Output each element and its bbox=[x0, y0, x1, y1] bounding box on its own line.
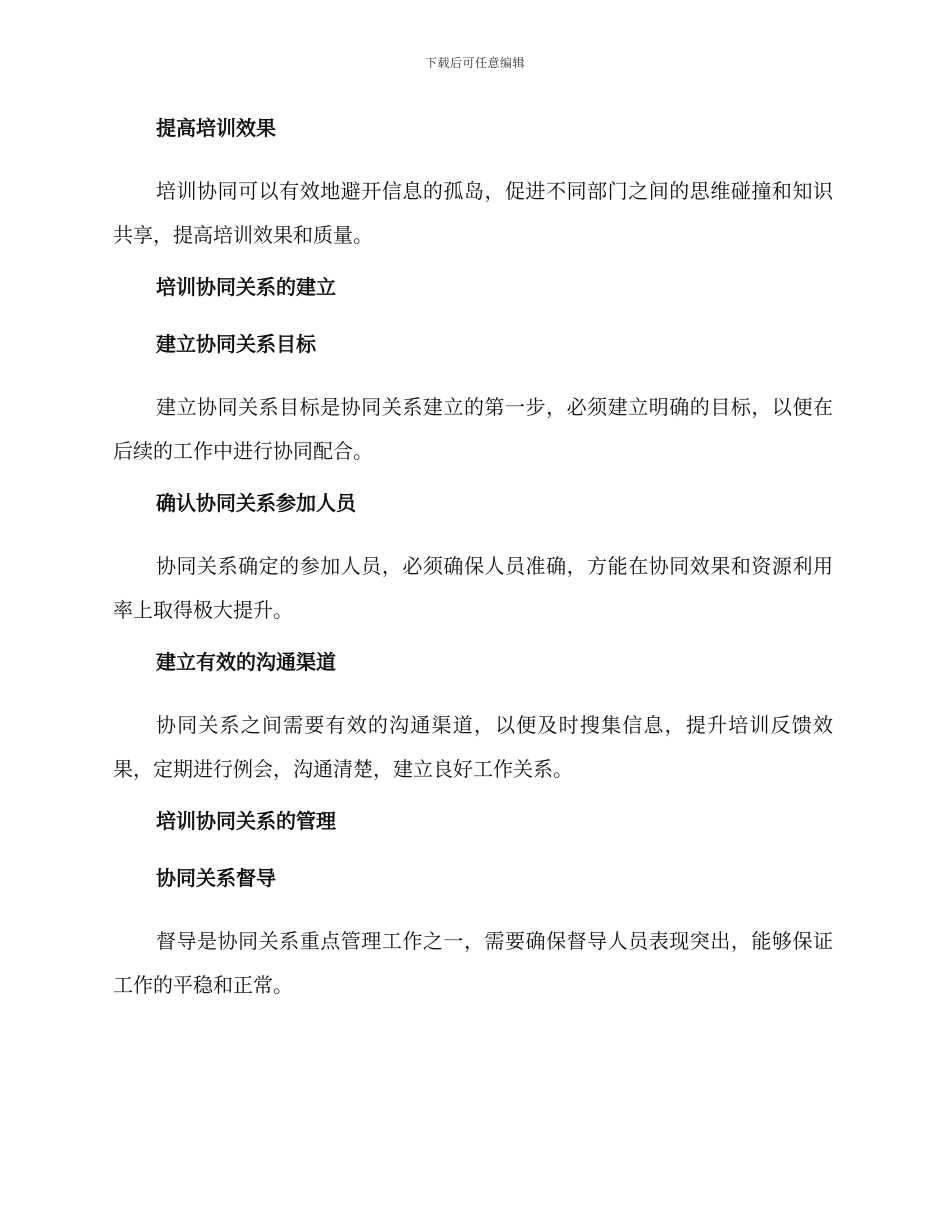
body-paragraph: 培训协同可以有效地避开信息的孤岛，促进不同部门之间的思维碰撞和知识共享，提高培训效果和质量。 bbox=[113, 179, 833, 247]
subsection-heading: 建立协同关系目标 bbox=[156, 332, 316, 356]
subsection-heading: 建立有效的沟通渠道 bbox=[156, 650, 336, 674]
body-paragraph: 建立协同关系目标是协同关系建立的第一步，必须建立明确的目标，以便在后续的工作中进行协同配合。 bbox=[113, 395, 833, 463]
section-heading: 提高培训效果 bbox=[156, 116, 276, 140]
body-paragraph: 协同关系确定的参加人员，必须确保人员准确，方能在协同效果和资源利用率上取得极大提升。 bbox=[113, 554, 833, 622]
body-paragraph: 协同关系之间需要有效的沟通渠道，以便及时搜集信息，提升培训反馈效果，定期进行例会，沟通清楚，建立良好工作关系。 bbox=[113, 713, 833, 781]
section-heading: 培训协同关系的管理 bbox=[156, 809, 336, 833]
subsection-heading: 协同关系督导 bbox=[156, 866, 276, 890]
page-header: 下载后可任意编辑 bbox=[424, 56, 525, 70]
body-paragraph: 督导是协同关系重点管理工作之一，需要确保督导人员表现突出，能够保证工作的平稳和正常。 bbox=[113, 929, 833, 997]
subsection-heading: 确认协同关系参加人员 bbox=[156, 491, 356, 515]
section-heading: 培训协同关系的建立 bbox=[156, 275, 336, 299]
document-body bbox=[113, 112, 833, 1021]
